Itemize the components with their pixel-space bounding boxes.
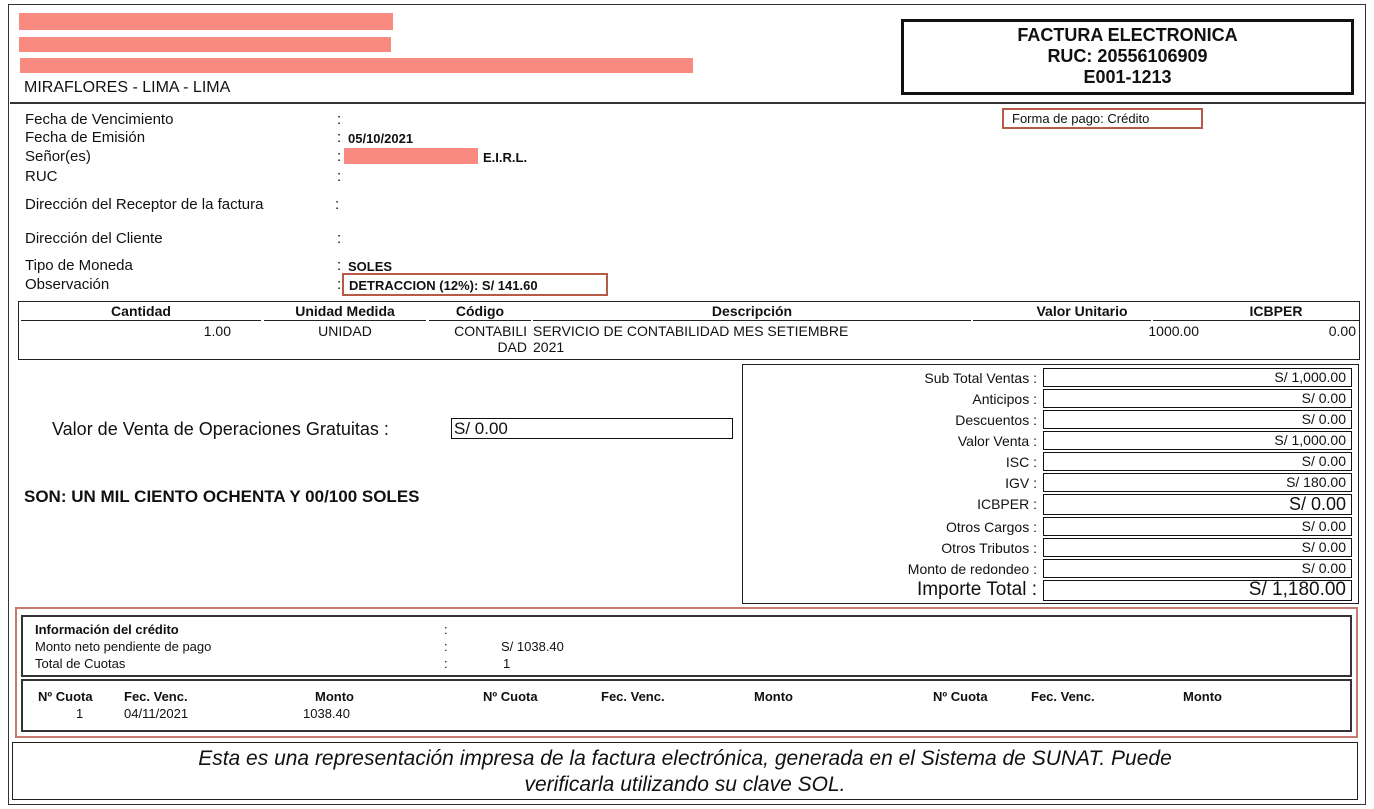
footer-line2: verificarla utilizando su clave SOL. xyxy=(524,773,846,796)
cell-cantidad: 1.00 xyxy=(203,323,231,339)
total-row-anticipos xyxy=(743,389,1360,410)
issuer-district: MIRAFLORES - LIMA - LIMA xyxy=(24,79,231,96)
total-value: S/ 0.00 xyxy=(1043,517,1352,536)
label-senores: Señor(es) xyxy=(25,148,91,165)
total-label: Valor Venta : xyxy=(957,433,1037,449)
document-number: E001-1213 xyxy=(1083,67,1172,87)
total-label: ICBPER : xyxy=(977,496,1037,512)
credit-summary-box xyxy=(21,615,1352,677)
label-ruc: RUC xyxy=(25,168,58,185)
colon: : xyxy=(444,622,448,637)
value-total-cuotas: 1 xyxy=(503,656,511,671)
items-table xyxy=(18,301,1360,360)
footer-line1: Esta es una representación impresa de la factura electrónica, generada en el Sistema de SUNAT. Puede xyxy=(198,747,1172,770)
col-header-fec-venc: Fec. Venc. xyxy=(124,689,188,704)
total-label: Anticipos : xyxy=(972,391,1037,407)
colon: : xyxy=(337,257,342,274)
cell-valor-unitario: 1000.00 xyxy=(1148,323,1199,339)
cell-unidad: UNIDAD xyxy=(318,323,372,339)
total-row-icbper xyxy=(743,494,1360,515)
col-header-cuota-3: Nº Cuota xyxy=(933,689,988,704)
total-label: Descuentos : xyxy=(955,412,1037,428)
col-header-cuota: Nº Cuota xyxy=(38,689,93,704)
total-value: S/ 1,180.00 xyxy=(1043,580,1352,601)
total-row-otros-cargos xyxy=(743,517,1360,538)
total-value: S/ 0.00 xyxy=(1043,494,1352,515)
total-row-valor-venta xyxy=(743,431,1360,452)
col-header-descripcion: Descripción xyxy=(533,303,971,321)
total-label: Monto de redondeo : xyxy=(907,561,1037,577)
label-observacion: Observación xyxy=(25,276,110,293)
total-label: Otros Tributos : xyxy=(941,540,1037,556)
col-header-monto-2: Monto xyxy=(754,689,793,704)
col-header-fec-venc-3: Fec. Venc. xyxy=(1031,689,1095,704)
cell-descripcion-line1: SERVICIO DE CONTABILIDAD MES SETIEMBRE xyxy=(533,323,849,339)
label-gratuitas: Valor de Venta de Operaciones Gratuitas : xyxy=(52,419,389,439)
colon: : xyxy=(337,168,342,185)
amount-in-words: SON: UN MIL CIENTO OCHENTA Y 00/100 SOLES xyxy=(24,487,420,506)
redacted-customer-name xyxy=(344,148,478,164)
value-gratuitas: S/ 0.00 xyxy=(451,418,733,439)
cell-cuota-num: 1 xyxy=(76,706,84,721)
totals-box xyxy=(742,364,1359,604)
col-header-valor-unitario: Valor Unitario xyxy=(973,303,1151,321)
redacted-issuer-name xyxy=(19,13,393,30)
col-header-cantidad: Cantidad xyxy=(21,303,261,321)
colon: : xyxy=(335,196,340,213)
observacion-box xyxy=(342,273,608,296)
total-value: S/ 1,000.00 xyxy=(1043,368,1352,387)
total-row-descuentos xyxy=(743,410,1360,431)
value-senores-suffix: E.I.R.L. xyxy=(483,150,528,165)
value-fecha-emision: 05/10/2021 xyxy=(348,131,414,146)
credit-title: Información del crédito xyxy=(35,622,179,637)
colon: : xyxy=(444,639,448,654)
document-type: FACTURA ELECTRONICA xyxy=(1017,25,1238,45)
col-header-monto-3: Monto xyxy=(1183,689,1222,704)
cell-codigo-line1: CONTABILI xyxy=(454,323,527,339)
payment-method: Forma de pago: Crédito xyxy=(1012,111,1150,126)
value-tipo-moneda: SOLES xyxy=(348,259,393,274)
cell-codigo-line2: DAD xyxy=(497,339,527,355)
col-header-icbper: ICBPER xyxy=(1153,303,1359,321)
col-header-monto: Monto xyxy=(315,689,354,704)
colon: : xyxy=(337,148,342,165)
total-row-importe-total xyxy=(743,580,1360,601)
col-header-codigo: Código xyxy=(429,303,531,321)
label-total-cuotas: Total de Cuotas xyxy=(35,656,126,671)
payment-method-box xyxy=(1002,108,1203,129)
total-row-redondeo xyxy=(743,559,1360,580)
total-row-otros-tributos xyxy=(743,538,1360,559)
installments-table xyxy=(21,679,1352,732)
cell-monto: 1038.40 xyxy=(303,706,350,721)
label-direccion-cliente: Dirección del Cliente xyxy=(25,230,163,247)
cell-icbper: 0.00 xyxy=(1328,323,1356,339)
total-row-subtotal xyxy=(743,368,1360,389)
total-value: S/ 1,000.00 xyxy=(1043,431,1352,450)
total-label: IGV : xyxy=(1005,475,1037,491)
label-direccion-receptor: Dirección del Receptor de la factura xyxy=(25,196,264,213)
total-row-igv xyxy=(743,473,1360,494)
redacted-issuer-address xyxy=(20,58,693,73)
redacted-issuer-line2 xyxy=(19,37,391,52)
total-label: Importe Total : xyxy=(916,579,1037,600)
label-monto-neto: Monto neto pendiente de pago xyxy=(35,639,212,654)
document-ruc: RUC: 20556106909 xyxy=(1047,46,1208,66)
cell-descripcion-line2: 2021 xyxy=(533,339,565,355)
total-value: S/ 0.00 xyxy=(1043,410,1352,429)
col-header-unidad: Unidad Medida xyxy=(264,303,426,321)
total-value: S/ 0.00 xyxy=(1043,538,1352,557)
col-header-fec-venc-2: Fec. Venc. xyxy=(601,689,665,704)
colon: : xyxy=(337,129,342,146)
label-fecha-emision: Fecha de Emisión xyxy=(25,129,146,146)
credit-section xyxy=(15,607,1358,738)
header-divider xyxy=(10,102,1366,104)
col-header-cuota-2: Nº Cuota xyxy=(483,689,538,704)
total-value: S/ 180.00 xyxy=(1043,473,1352,492)
label-tipo-moneda: Tipo de Moneda xyxy=(25,257,133,274)
cell-fec-venc: 04/11/2021 xyxy=(124,706,189,721)
colon: : xyxy=(337,230,342,247)
value-monto-neto: S/ 1038.40 xyxy=(501,639,564,654)
total-label: ISC : xyxy=(1005,454,1037,470)
label-fecha-vencimiento: Fecha de Vencimiento xyxy=(25,111,174,128)
total-value: S/ 0.00 xyxy=(1043,452,1352,471)
total-label: Otros Cargos : xyxy=(945,519,1037,535)
total-label: Sub Total Ventas : xyxy=(924,370,1037,386)
document-title-box xyxy=(901,19,1354,95)
footer-disclaimer xyxy=(12,742,1358,800)
total-row-isc xyxy=(743,452,1360,473)
colon: : xyxy=(444,656,448,671)
colon: : xyxy=(337,276,342,293)
total-value: S/ 0.00 xyxy=(1043,389,1352,408)
colon: : xyxy=(337,111,342,128)
value-observacion: DETRACCION (12%): S/ 141.60 xyxy=(349,278,538,293)
total-value: S/ 0.00 xyxy=(1043,559,1352,578)
